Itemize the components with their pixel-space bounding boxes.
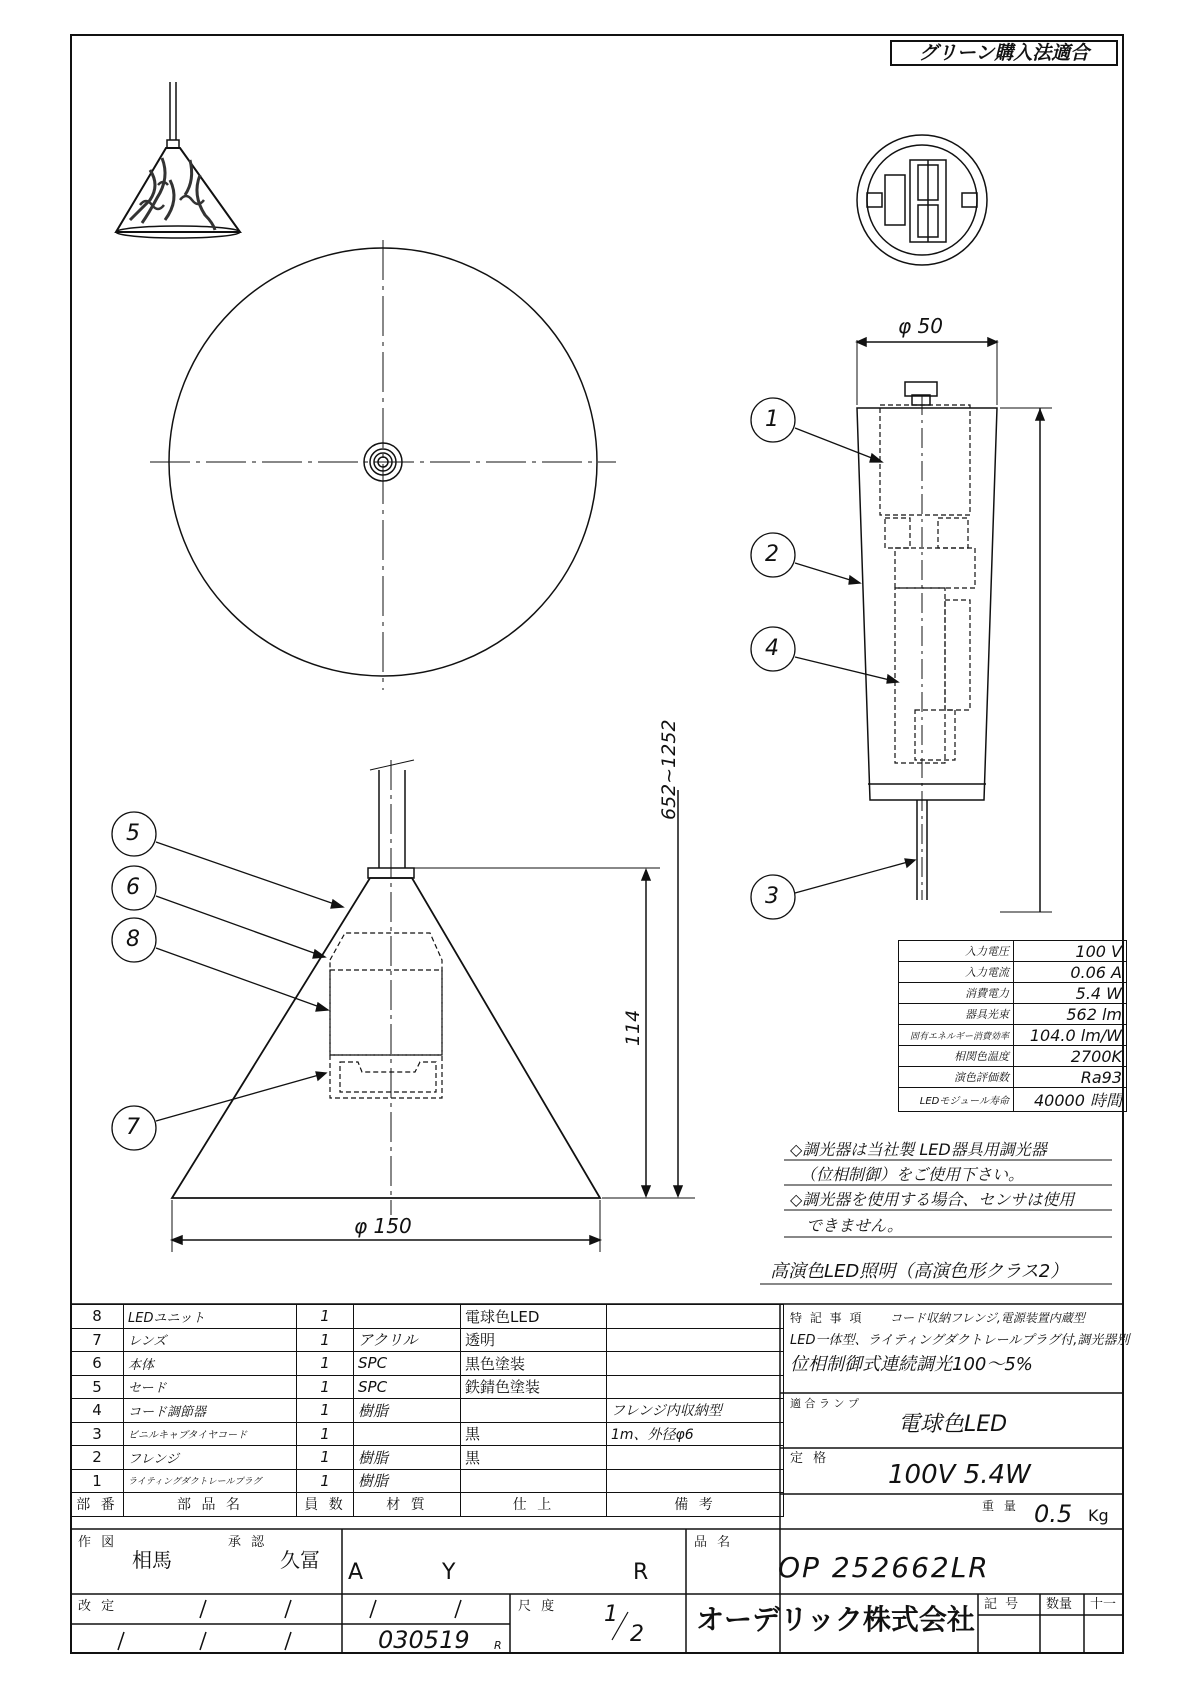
lamp-value: 電球色LED bbox=[898, 1412, 1008, 1437]
header-name: 部 品 名 bbox=[124, 1493, 297, 1517]
part-remarks bbox=[607, 1305, 784, 1329]
part-finish: 黒色塗装 bbox=[461, 1352, 607, 1376]
drawn-label: 作 図 bbox=[78, 1535, 118, 1550]
part-finish: 透明 bbox=[461, 1328, 607, 1352]
part-material bbox=[354, 1305, 461, 1329]
spec-row bbox=[899, 1088, 1127, 1112]
part-name: ビニルキャブタイヤコード bbox=[124, 1422, 297, 1446]
part-material: 樹脂 bbox=[354, 1399, 461, 1423]
pendant-sketch bbox=[116, 82, 240, 238]
spec-label: 入力電圧 bbox=[899, 941, 1014, 962]
weight-label: 重 量 bbox=[982, 1499, 1019, 1513]
spec-label: 固有エネルギー消費効率 bbox=[899, 1025, 1014, 1046]
spec-value: 40000 時間 bbox=[1014, 1088, 1127, 1112]
spec-value: 2700K bbox=[1014, 1046, 1127, 1067]
part-finish: 鉄錆色塗装 bbox=[461, 1375, 607, 1399]
part-qty: 1 bbox=[297, 1328, 354, 1352]
dim-shade-diameter: φ 150 bbox=[354, 1214, 412, 1238]
callout-graphics bbox=[112, 398, 915, 1150]
scale-label: 尺 度 bbox=[518, 1599, 558, 1614]
spec-row bbox=[899, 941, 1127, 962]
note-line-1: ◇調光器は当社製 LED器具用調光器 bbox=[790, 1140, 1047, 1159]
spec-row bbox=[899, 962, 1127, 983]
part-qty: 1 bbox=[297, 1375, 354, 1399]
part-remarks bbox=[607, 1328, 784, 1352]
parts-row bbox=[71, 1375, 784, 1399]
spec-row bbox=[899, 1046, 1127, 1067]
revision-label: 改 定 bbox=[78, 1599, 118, 1614]
dim-cord-length: 652~1252 bbox=[658, 719, 680, 820]
callout-1: 1 bbox=[765, 407, 779, 432]
part-name: レンズ bbox=[124, 1328, 297, 1352]
part-name: フレンジ bbox=[124, 1446, 297, 1470]
spec-value: 104.0 lm/W bbox=[1014, 1025, 1127, 1046]
approved-by: 久冨 bbox=[280, 1548, 320, 1572]
part-number: 3 bbox=[71, 1422, 124, 1446]
part-qty: 1 bbox=[297, 1446, 354, 1470]
part-name: 本体 bbox=[124, 1352, 297, 1376]
part-remarks: 1m、外径φ6 bbox=[607, 1422, 784, 1446]
part-number: 1 bbox=[71, 1469, 124, 1493]
header-material: 材 質 bbox=[354, 1493, 461, 1517]
revision-date: 030519 bbox=[378, 1626, 470, 1654]
plan-view bbox=[150, 240, 616, 690]
header-qty: 員 数 bbox=[297, 1493, 354, 1517]
rating-value: 100V 5.4W bbox=[888, 1460, 1031, 1490]
spec-row bbox=[899, 1067, 1127, 1088]
qty-label: 数量 bbox=[1046, 1597, 1073, 1612]
special-line-3: 位相制御式連続調光100～5% bbox=[790, 1354, 1033, 1375]
dim-shade-height: 114 bbox=[622, 1009, 644, 1046]
weight-value: 0.5 bbox=[1034, 1500, 1073, 1528]
part-qty: 1 bbox=[297, 1352, 354, 1376]
header-finish: 仕 上 bbox=[461, 1493, 607, 1517]
part-number: 2 bbox=[71, 1446, 124, 1470]
part-name: セード bbox=[124, 1375, 297, 1399]
part-remarks bbox=[607, 1446, 784, 1470]
parts-table bbox=[70, 1304, 784, 1517]
parts-row bbox=[71, 1399, 784, 1423]
part-qty: 1 bbox=[297, 1305, 354, 1329]
weight-unit: Kg bbox=[1088, 1506, 1109, 1525]
spec-value: 100 V bbox=[1014, 941, 1127, 962]
product-label: 品 名 bbox=[694, 1535, 734, 1550]
rating-label: 定 格 bbox=[790, 1451, 830, 1466]
shade-front-view bbox=[172, 760, 695, 1252]
part-material: 樹脂 bbox=[354, 1446, 461, 1470]
parts-row bbox=[71, 1328, 784, 1352]
parts-row bbox=[71, 1352, 784, 1376]
code-r: R bbox=[633, 1560, 649, 1585]
header-no: 部 番 bbox=[71, 1493, 124, 1517]
part-material: 樹脂 bbox=[354, 1469, 461, 1493]
part-number: 5 bbox=[71, 1375, 124, 1399]
part-remarks bbox=[607, 1352, 784, 1376]
callout-7: 7 bbox=[126, 1115, 140, 1140]
parts-header-row bbox=[71, 1493, 784, 1517]
part-material bbox=[354, 1422, 461, 1446]
part-number: 7 bbox=[71, 1328, 124, 1352]
parts-row bbox=[71, 1469, 784, 1493]
part-number: 4 bbox=[71, 1399, 124, 1423]
callout-2: 2 bbox=[765, 542, 779, 567]
spec-label: LEDモジュール寿命 bbox=[899, 1088, 1014, 1112]
special-line-2: LED一体型、ライティングダクトレールプラグ付,調光器別 bbox=[790, 1333, 1130, 1348]
parts-row bbox=[71, 1446, 784, 1470]
part-qty: 1 bbox=[297, 1399, 354, 1423]
spec-row bbox=[899, 1025, 1127, 1046]
spec-row bbox=[899, 1004, 1127, 1025]
part-material: SPC bbox=[354, 1375, 461, 1399]
special-line-1: コード収納フレンジ,電源装置内蔵型 bbox=[890, 1311, 1085, 1325]
plug-top-view bbox=[857, 135, 987, 265]
company-name: オーデリック株式会社 bbox=[696, 1603, 975, 1636]
spec-row bbox=[899, 983, 1127, 1004]
spec-value: Ra93 bbox=[1014, 1067, 1127, 1088]
spec-label: 相関色温度 bbox=[899, 1046, 1014, 1067]
part-material: SPC bbox=[354, 1352, 461, 1376]
note-line-3: ◇調光器を使用する場合、センサは使用 bbox=[790, 1190, 1075, 1209]
scale-denominator: 2 bbox=[630, 1622, 644, 1647]
drawn-by: 相馬 bbox=[132, 1548, 172, 1572]
special-label: 特 記 事 項 bbox=[790, 1311, 864, 1325]
part-name: LEDユニット bbox=[124, 1305, 297, 1329]
spec-table bbox=[898, 940, 1127, 1112]
spec-value: 0.06 A bbox=[1014, 962, 1127, 983]
code-y: Y bbox=[442, 1560, 456, 1585]
approved-label: 承 認 bbox=[228, 1535, 268, 1550]
part-number: 6 bbox=[71, 1352, 124, 1376]
part-finish bbox=[461, 1399, 607, 1423]
part-qty: 1 bbox=[297, 1469, 354, 1493]
callout-5: 5 bbox=[126, 821, 140, 846]
part-material: アクリル bbox=[354, 1328, 461, 1352]
parts-row bbox=[71, 1422, 784, 1446]
header-remarks: 備 考 bbox=[607, 1493, 784, 1517]
code-a: A bbox=[348, 1560, 364, 1585]
scale-numerator: 1 bbox=[604, 1602, 618, 1627]
callout-8: 8 bbox=[126, 927, 140, 952]
symbol-label: 記 号 bbox=[984, 1597, 1021, 1612]
green-purchase-badge: グリーン購入法適合 bbox=[890, 40, 1118, 66]
part-remarks bbox=[607, 1469, 784, 1493]
part-name: ライティングダクトレールプラグ bbox=[124, 1469, 297, 1493]
total-label: 十一 bbox=[1090, 1597, 1117, 1612]
part-remarks: フレンジ内収納型 bbox=[607, 1399, 784, 1423]
lamp-label: 適 合 ラ ン プ bbox=[790, 1397, 859, 1410]
callout-4: 4 bbox=[765, 636, 779, 661]
callout-6: 6 bbox=[126, 875, 140, 900]
part-finish: 黒 bbox=[461, 1422, 607, 1446]
callout-3: 3 bbox=[765, 884, 779, 909]
part-finish: 黒 bbox=[461, 1446, 607, 1470]
spec-value: 5.4 W bbox=[1014, 983, 1127, 1004]
flange-side-view bbox=[857, 338, 1052, 912]
spec-label: 入力電流 bbox=[899, 962, 1014, 983]
spec-label: 消費電力 bbox=[899, 983, 1014, 1004]
part-qty: 1 bbox=[297, 1422, 354, 1446]
date-suffix: R bbox=[494, 1639, 502, 1652]
dim-body-diameter: φ 50 bbox=[898, 314, 943, 338]
part-finish: 電球色LED bbox=[461, 1305, 607, 1329]
part-finish bbox=[461, 1469, 607, 1493]
spec-value: 562 lm bbox=[1014, 1004, 1127, 1025]
note-line-4: できません。 bbox=[806, 1216, 903, 1235]
spec-label: 器具光束 bbox=[899, 1004, 1014, 1025]
note-line-2: （位相制御）をご使用下さい。 bbox=[800, 1165, 1025, 1184]
part-number: 8 bbox=[71, 1305, 124, 1329]
part-remarks bbox=[607, 1375, 784, 1399]
part-name: コード調節器 bbox=[124, 1399, 297, 1423]
high-cri-label: 高演色LED照明（高演色形クラス2） bbox=[770, 1261, 1069, 1282]
product-number: OP 252662LR bbox=[778, 1551, 990, 1584]
spec-label: 演色評価数 bbox=[899, 1067, 1014, 1088]
parts-row bbox=[71, 1305, 784, 1329]
